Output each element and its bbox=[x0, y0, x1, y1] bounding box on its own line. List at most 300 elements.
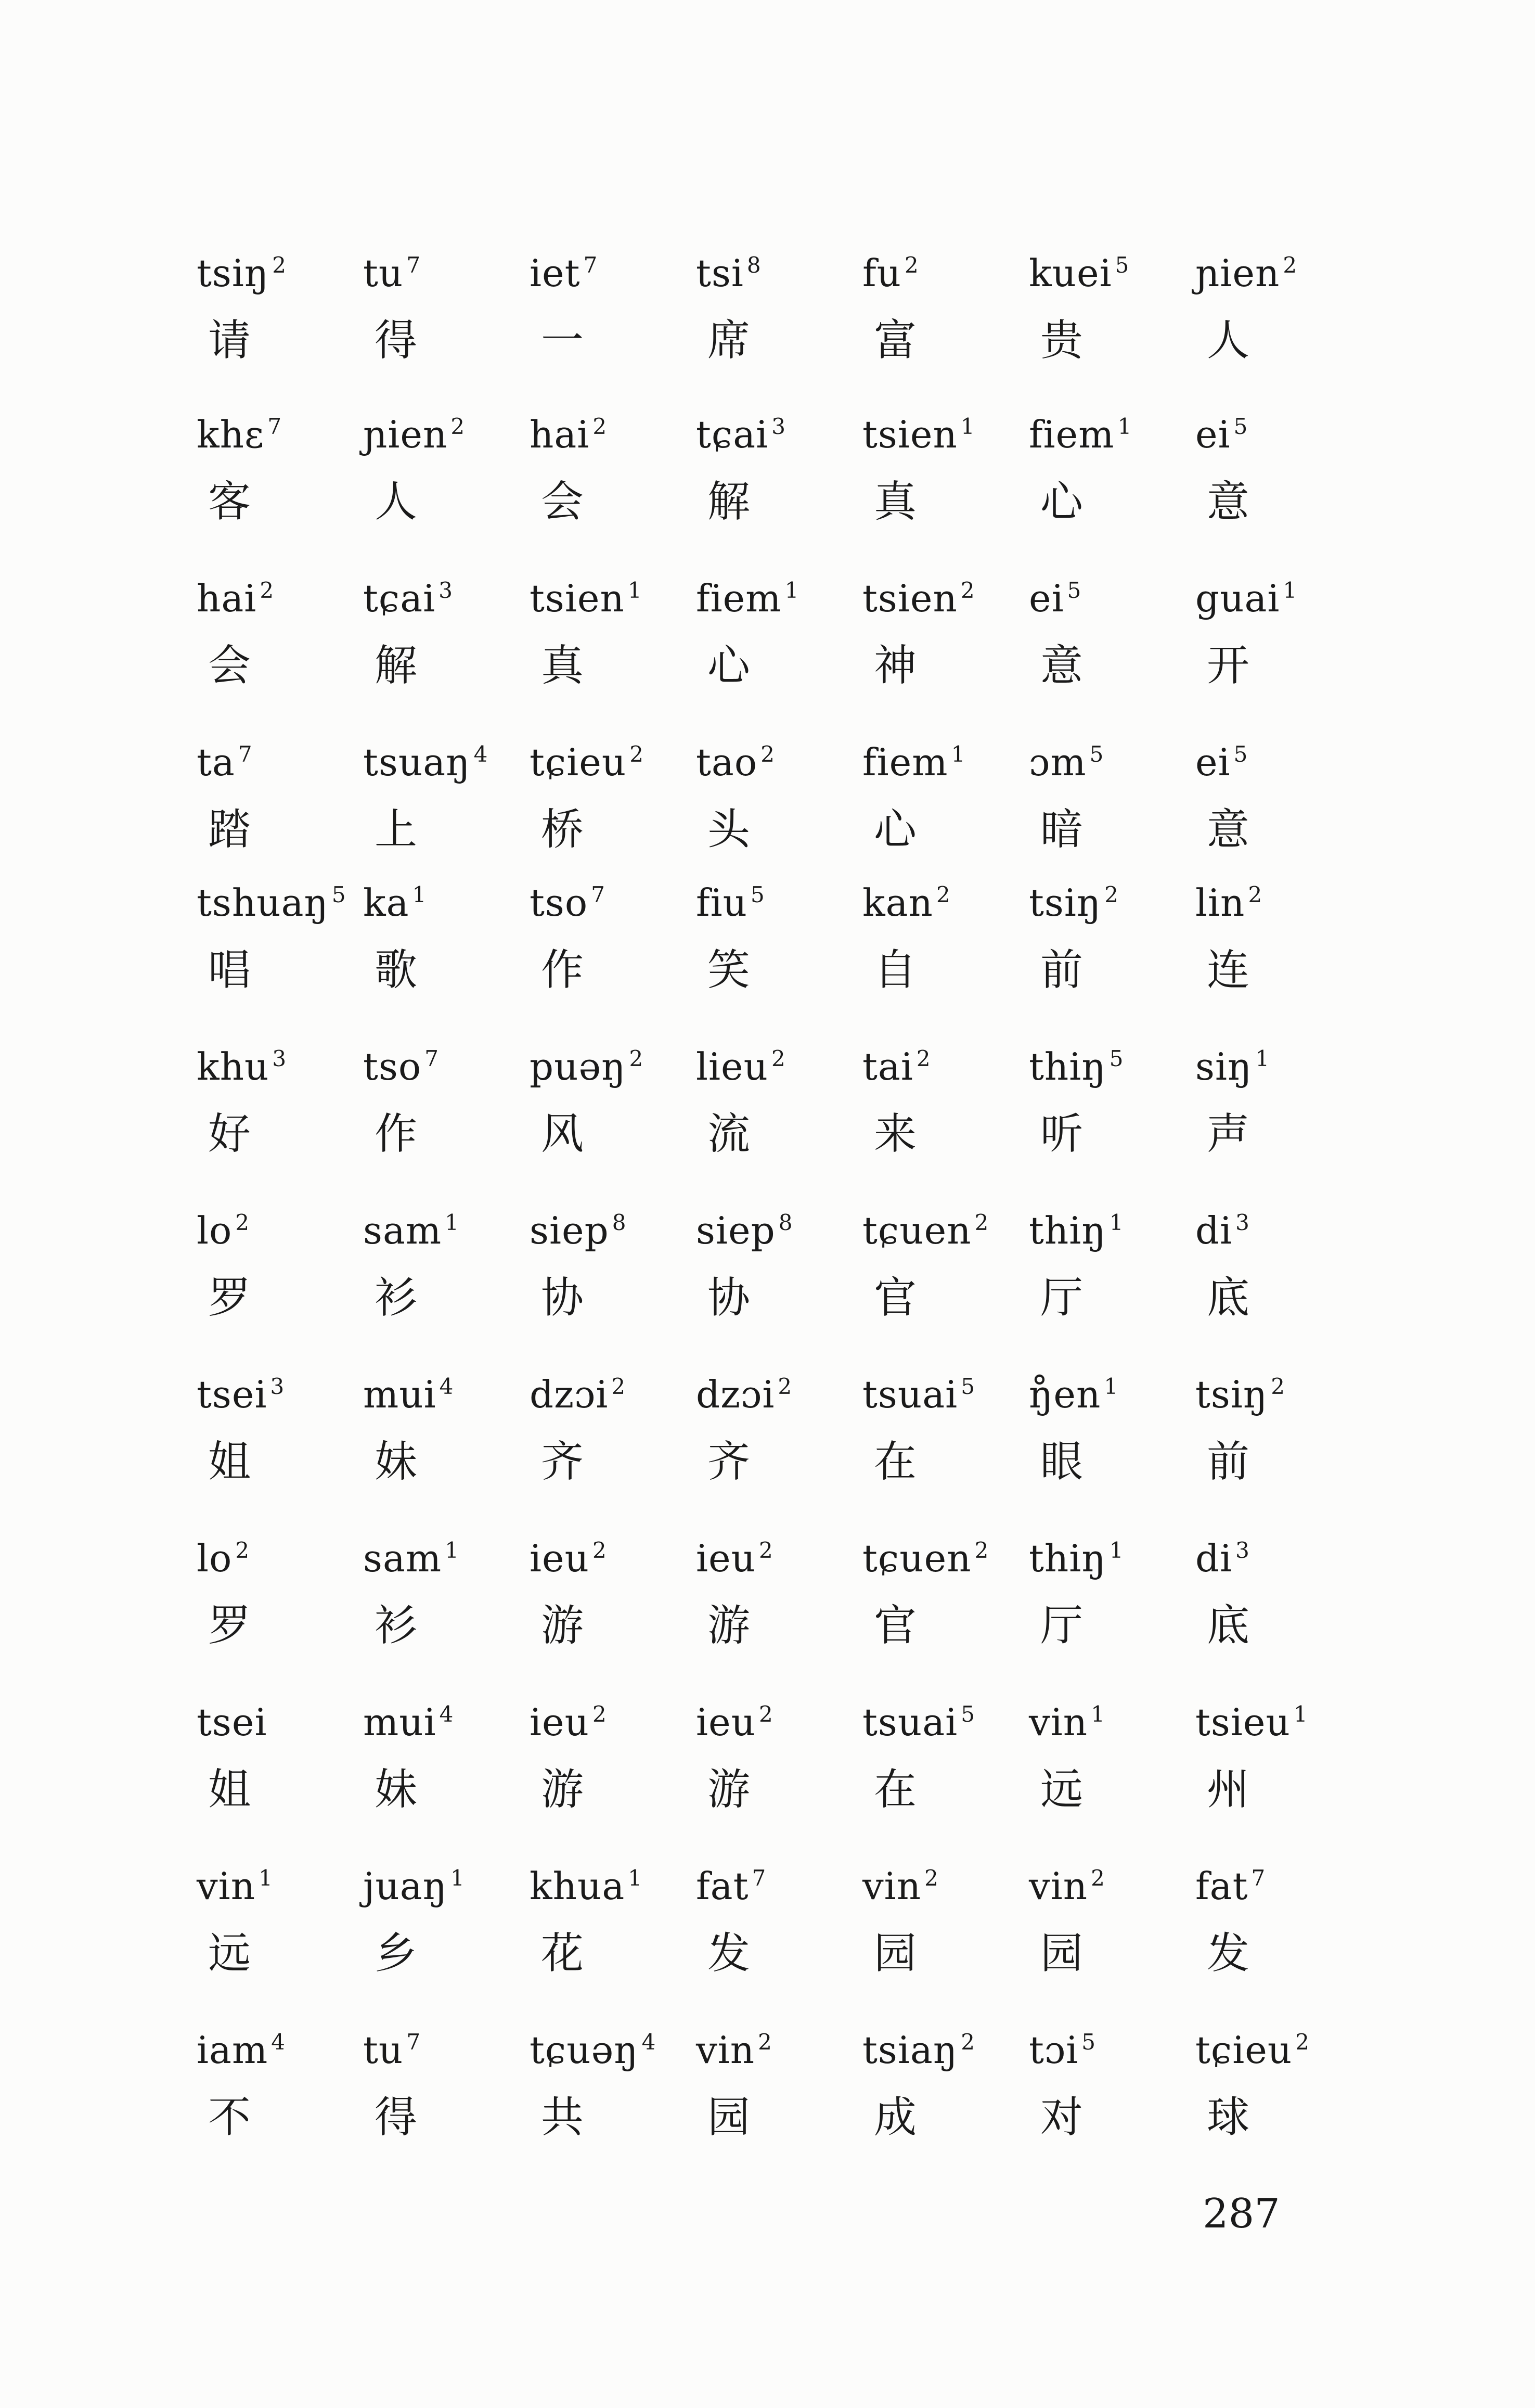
tone-number: 2 bbox=[924, 1865, 939, 1891]
tone-number: 2 bbox=[758, 2029, 772, 2055]
syllable-text: dzɔi bbox=[530, 1373, 609, 1416]
chinese-character: 意 bbox=[1207, 805, 1250, 854]
romanized-syllable bbox=[520, 1535, 687, 1582]
chinese-character: 席 bbox=[707, 316, 751, 365]
chinese-character-line bbox=[187, 1600, 1352, 1652]
chinese-character: 暗 bbox=[1040, 805, 1083, 854]
syllable-text: tsiŋ bbox=[197, 251, 269, 295]
romanized-syllable bbox=[1186, 1699, 1352, 1746]
chinese-character: 心 bbox=[1040, 477, 1083, 527]
chinese-character: 远 bbox=[208, 1929, 251, 1978]
tone-number: 8 bbox=[778, 1210, 793, 1235]
syllable-text: ei bbox=[1029, 577, 1064, 620]
chinese-character: 远 bbox=[1040, 1765, 1083, 1814]
syllable-text: kuei bbox=[1029, 251, 1112, 295]
tone-number: 2 bbox=[450, 414, 466, 439]
tone-number: 2 bbox=[1104, 882, 1119, 907]
tone-number: 3 bbox=[1235, 1210, 1250, 1235]
syllable-text: ɲien bbox=[363, 413, 448, 456]
syllable-text: siep bbox=[530, 1209, 609, 1252]
romanized-syllable bbox=[1186, 575, 1352, 622]
tone-number: 7 bbox=[1251, 1865, 1266, 1891]
chinese-character: 球 bbox=[1207, 2093, 1250, 2142]
romanized-syllable bbox=[1186, 2027, 1352, 2073]
chinese-character: 一 bbox=[541, 316, 584, 365]
romanization-line bbox=[187, 879, 1352, 926]
tone-number: 1 bbox=[1293, 1701, 1308, 1727]
chinese-character: 厅 bbox=[1040, 1601, 1083, 1650]
syllable-text: di bbox=[1195, 1536, 1233, 1580]
syllable-text: tɕieu bbox=[530, 740, 627, 784]
romanized-syllable bbox=[853, 250, 1020, 297]
romanized-syllable bbox=[354, 1207, 520, 1254]
tone-number: 2 bbox=[771, 1046, 786, 1071]
syllable-text: tai bbox=[862, 1045, 913, 1088]
chinese-character-line bbox=[187, 804, 1352, 856]
syllable-text: khua bbox=[530, 1864, 625, 1908]
romanized-syllable bbox=[354, 1699, 520, 1746]
syllable-text: tsiaŋ bbox=[862, 2028, 958, 2072]
tone-number: 1 bbox=[1091, 1701, 1105, 1727]
syllable-text: vin bbox=[197, 1864, 256, 1908]
tone-number: 5 bbox=[1089, 741, 1104, 767]
chinese-character: 客 bbox=[208, 477, 251, 527]
chinese-character: 作 bbox=[541, 945, 584, 995]
chinese-character-line bbox=[187, 1928, 1352, 1980]
tone-number: 1 bbox=[1255, 1046, 1270, 1071]
romanized-syllable bbox=[1186, 739, 1352, 786]
chinese-character: 协 bbox=[707, 1273, 751, 1323]
romanization-line bbox=[187, 1371, 1352, 1418]
syllable-text: tsuai bbox=[862, 1373, 958, 1416]
tone-number: 7 bbox=[406, 252, 421, 278]
tone-number: 1 bbox=[960, 414, 975, 439]
romanized-syllable bbox=[687, 739, 853, 786]
chinese-character: 声 bbox=[1207, 1109, 1250, 1159]
tone-number: 2 bbox=[235, 1538, 250, 1563]
syllable-text: tsieu bbox=[1195, 1700, 1291, 1744]
romanized-syllable bbox=[1020, 1207, 1186, 1254]
syllable-text: fiem bbox=[1029, 413, 1115, 456]
chinese-character: 乡 bbox=[375, 1929, 418, 1978]
tone-number: 2 bbox=[974, 1538, 989, 1563]
chinese-character: 作 bbox=[375, 1109, 418, 1159]
romanized-syllable bbox=[687, 411, 853, 458]
chinese-character: 笑 bbox=[707, 945, 751, 995]
romanized-syllable bbox=[687, 1535, 853, 1582]
tone-number: 2 bbox=[629, 1046, 644, 1071]
syllable-text: vin bbox=[696, 2028, 755, 2072]
tone-number: 7 bbox=[238, 741, 253, 767]
romanized-syllable bbox=[1186, 1207, 1352, 1254]
syllable-text: khɛ bbox=[197, 413, 265, 456]
syllable-text: siep bbox=[696, 1209, 776, 1252]
tone-number: 2 bbox=[592, 1538, 607, 1563]
romanized-syllable bbox=[853, 411, 1020, 458]
tone-number: 1 bbox=[784, 578, 799, 603]
chinese-character: 底 bbox=[1207, 1273, 1250, 1323]
romanized-syllable bbox=[187, 1863, 354, 1910]
syllable-text: ieu bbox=[696, 1536, 756, 1580]
tone-number: 1 bbox=[445, 1210, 459, 1235]
chinese-character: 州 bbox=[1207, 1765, 1250, 1814]
romanized-syllable bbox=[853, 1535, 1020, 1582]
tone-number: 1 bbox=[628, 1865, 643, 1891]
tone-number: 2 bbox=[759, 1701, 773, 1727]
syllable-text: di bbox=[1195, 1209, 1233, 1252]
chinese-character: 共 bbox=[541, 2093, 584, 2142]
tone-number: 5 bbox=[1233, 741, 1248, 767]
tone-number: 5 bbox=[331, 882, 346, 907]
chinese-character: 在 bbox=[874, 1765, 917, 1814]
syllable-text: lin bbox=[1195, 881, 1245, 925]
romanized-syllable bbox=[354, 2027, 520, 2073]
chinese-character-line bbox=[187, 1272, 1352, 1324]
chinese-character: 踏 bbox=[208, 805, 251, 854]
romanization-line bbox=[187, 411, 1352, 458]
romanized-syllable bbox=[853, 575, 1020, 622]
tone-number: 2 bbox=[759, 1538, 773, 1563]
romanized-syllable bbox=[687, 1371, 853, 1418]
chinese-character: 园 bbox=[1040, 1929, 1083, 1978]
tone-number: 1 bbox=[627, 578, 642, 603]
syllable-text: tsuaŋ bbox=[363, 740, 471, 784]
syllable-text: iet bbox=[530, 251, 581, 295]
romanized-syllable bbox=[853, 1699, 1020, 1746]
syllable-text: fiem bbox=[696, 577, 782, 620]
romanized-syllable bbox=[187, 1207, 354, 1254]
chinese-character: 人 bbox=[375, 477, 418, 527]
chinese-character: 自 bbox=[874, 945, 917, 995]
romanization-line bbox=[187, 1863, 1352, 1910]
chinese-character: 前 bbox=[1207, 1437, 1250, 1487]
tone-number: 5 bbox=[1233, 414, 1248, 439]
syllable-text: khu bbox=[197, 1045, 269, 1088]
romanized-syllable bbox=[354, 1535, 520, 1582]
romanized-syllable bbox=[1186, 1535, 1352, 1582]
tone-number: 2 bbox=[916, 1046, 931, 1071]
tone-number: 7 bbox=[591, 882, 605, 907]
chinese-character: 发 bbox=[1207, 1929, 1250, 1978]
syllable-text: iam bbox=[197, 2028, 268, 2072]
chinese-character: 罗 bbox=[208, 1601, 251, 1650]
tone-number: 7 bbox=[424, 1046, 439, 1071]
tone-number: 3 bbox=[272, 1046, 287, 1071]
tone-number: 7 bbox=[583, 252, 598, 278]
romanized-syllable bbox=[1020, 411, 1186, 458]
syllable-text: puəŋ bbox=[530, 1045, 626, 1088]
romanized-syllable bbox=[687, 250, 853, 297]
romanized-syllable bbox=[853, 1863, 1020, 1910]
tone-number: 1 bbox=[951, 741, 966, 767]
tone-number: 5 bbox=[961, 1374, 975, 1399]
syllable-text: dzɔi bbox=[696, 1373, 775, 1416]
syllable-text: thiŋ bbox=[1029, 1045, 1106, 1088]
syllable-text: lo bbox=[197, 1536, 233, 1580]
syllable-text: vin bbox=[1029, 1700, 1088, 1744]
syllable-text: ɲien bbox=[1195, 251, 1280, 295]
tone-number: 2 bbox=[592, 414, 608, 439]
syllable-text: thiŋ bbox=[1029, 1536, 1106, 1580]
romanized-syllable bbox=[187, 1699, 354, 1746]
syllable-text: kan bbox=[862, 881, 933, 925]
romanized-syllable bbox=[687, 2027, 853, 2073]
romanized-syllable bbox=[187, 575, 354, 622]
syllable-text: hai bbox=[530, 413, 590, 456]
romanized-syllable bbox=[1186, 879, 1352, 926]
chinese-character: 会 bbox=[208, 641, 251, 690]
chinese-character: 妹 bbox=[375, 1765, 418, 1814]
chinese-character: 花 bbox=[541, 1929, 584, 1978]
tone-number: 2 bbox=[1271, 1374, 1286, 1399]
tone-number: 7 bbox=[406, 2029, 421, 2055]
tone-number: 1 bbox=[445, 1538, 459, 1563]
chinese-character: 园 bbox=[707, 2093, 751, 2142]
romanized-syllable bbox=[520, 1699, 687, 1746]
romanized-syllable bbox=[1020, 1699, 1186, 1746]
chinese-character-line bbox=[187, 944, 1352, 996]
chinese-character: 神 bbox=[874, 641, 917, 690]
syllable-text: ŋ̊en bbox=[1029, 1373, 1101, 1416]
tone-number: 8 bbox=[612, 1210, 627, 1235]
romanization-line bbox=[187, 250, 1352, 297]
tone-number: 1 bbox=[259, 1865, 273, 1891]
tone-number: 7 bbox=[752, 1865, 767, 1891]
romanized-syllable bbox=[853, 1371, 1020, 1418]
chinese-character: 上 bbox=[375, 805, 418, 854]
syllable-text: tɔi bbox=[1029, 2028, 1079, 2072]
chinese-character: 成 bbox=[874, 2093, 917, 2142]
tone-number: 2 bbox=[629, 741, 644, 767]
tone-number: 4 bbox=[473, 741, 488, 767]
chinese-character: 底 bbox=[1207, 1601, 1250, 1650]
tone-number: 2 bbox=[272, 252, 287, 278]
tone-number: 2 bbox=[778, 1374, 793, 1399]
syllable-text: tshuaŋ bbox=[197, 881, 329, 925]
romanized-syllable bbox=[687, 575, 853, 622]
syllable-text: sam bbox=[363, 1536, 442, 1580]
romanized-syllable bbox=[187, 2027, 354, 2073]
syllable-text: sam bbox=[363, 1209, 442, 1252]
chinese-character: 对 bbox=[1040, 2093, 1083, 2142]
chinese-character: 桥 bbox=[541, 805, 584, 854]
tone-number: 5 bbox=[1081, 2029, 1097, 2055]
tone-number: 2 bbox=[1091, 1865, 1105, 1891]
romanized-syllable bbox=[687, 1699, 853, 1746]
chinese-character-line bbox=[187, 476, 1352, 528]
romanized-syllable bbox=[853, 1043, 1020, 1090]
syllable-text: tsuai bbox=[862, 1700, 958, 1744]
syllable-text: tu bbox=[363, 251, 404, 295]
chinese-character: 齐 bbox=[707, 1437, 751, 1487]
chinese-character: 人 bbox=[1207, 316, 1250, 365]
romanized-syllable bbox=[354, 879, 520, 926]
romanized-syllable bbox=[520, 575, 687, 622]
chinese-character: 游 bbox=[541, 1765, 584, 1814]
tone-number: 8 bbox=[746, 252, 762, 278]
chinese-character: 富 bbox=[874, 316, 917, 365]
tone-number: 1 bbox=[1104, 1374, 1119, 1399]
tone-number: 4 bbox=[439, 1374, 454, 1399]
chinese-character-line bbox=[187, 1764, 1352, 1816]
chinese-character: 真 bbox=[541, 641, 584, 690]
chinese-character: 游 bbox=[707, 1765, 751, 1814]
romanized-syllable bbox=[187, 250, 354, 297]
syllable-text: tu bbox=[363, 2028, 404, 2072]
chinese-character: 听 bbox=[1040, 1109, 1083, 1159]
syllable-text: thiŋ bbox=[1029, 1209, 1106, 1252]
chinese-character: 意 bbox=[1040, 641, 1083, 690]
page-number: 287 bbox=[1203, 2191, 1280, 2237]
romanized-syllable bbox=[1020, 1043, 1186, 1090]
romanized-syllable bbox=[1186, 1863, 1352, 1910]
chinese-character-line bbox=[187, 315, 1352, 367]
romanized-syllable bbox=[1186, 1043, 1352, 1090]
syllable-text: tso bbox=[530, 881, 588, 925]
romanized-syllable bbox=[1020, 739, 1186, 786]
tone-number: 7 bbox=[267, 414, 282, 439]
chinese-character: 不 bbox=[208, 2093, 251, 2142]
tone-number: 2 bbox=[974, 1210, 989, 1235]
syllable-text: guai bbox=[1195, 577, 1280, 620]
romanization-line bbox=[187, 1535, 1352, 1582]
romanized-syllable bbox=[520, 1207, 687, 1254]
chinese-character: 连 bbox=[1207, 945, 1250, 995]
chinese-character: 罗 bbox=[208, 1273, 251, 1323]
syllable-text: tso bbox=[363, 1045, 422, 1088]
romanized-syllable bbox=[1020, 1535, 1186, 1582]
tone-number: 5 bbox=[751, 882, 765, 907]
chinese-character: 心 bbox=[874, 805, 917, 854]
syllable-text: tsei bbox=[197, 1700, 267, 1744]
romanized-syllable bbox=[187, 879, 354, 926]
tone-number: 4 bbox=[641, 2029, 656, 2055]
syllable-text: tsien bbox=[862, 577, 958, 620]
syllable-text: tɕai bbox=[696, 413, 769, 456]
romanized-syllable bbox=[1020, 1371, 1186, 1418]
romanized-syllable bbox=[520, 2027, 687, 2073]
romanized-syllable bbox=[853, 739, 1020, 786]
romanized-syllable bbox=[520, 879, 687, 926]
chinese-character: 得 bbox=[375, 2093, 418, 2142]
romanized-syllable bbox=[187, 411, 354, 458]
tone-number: 2 bbox=[960, 578, 975, 603]
chinese-character: 齐 bbox=[541, 1437, 584, 1487]
chinese-character: 风 bbox=[541, 1109, 584, 1159]
syllable-text: vin bbox=[1029, 1864, 1088, 1908]
chinese-character: 得 bbox=[375, 316, 418, 365]
tone-number: 1 bbox=[1283, 578, 1298, 603]
syllable-text: tsei bbox=[197, 1373, 267, 1416]
romanized-syllable bbox=[1020, 1863, 1186, 1910]
syllable-text: mui bbox=[363, 1700, 436, 1744]
chinese-character: 流 bbox=[707, 1109, 751, 1159]
chinese-character: 头 bbox=[707, 805, 751, 854]
chinese-character: 唱 bbox=[208, 945, 251, 995]
romanization-line bbox=[187, 739, 1352, 786]
tone-number: 1 bbox=[450, 1865, 465, 1891]
romanization-line bbox=[187, 1043, 1352, 1090]
romanized-syllable bbox=[687, 1207, 853, 1254]
chinese-character: 真 bbox=[874, 477, 917, 527]
romanized-syllable bbox=[187, 1371, 354, 1418]
chinese-character: 解 bbox=[707, 477, 751, 527]
syllable-text: fu bbox=[862, 251, 902, 295]
tone-number: 2 bbox=[936, 882, 951, 907]
syllable-text: tɕuen bbox=[862, 1209, 972, 1252]
syllable-text: tsiŋ bbox=[1195, 1373, 1268, 1416]
syllable-text: fat bbox=[696, 1864, 749, 1908]
romanized-syllable bbox=[520, 1043, 687, 1090]
chinese-character: 姐 bbox=[208, 1437, 251, 1487]
romanized-syllable bbox=[687, 879, 853, 926]
tone-number: 2 bbox=[611, 1374, 626, 1399]
chinese-character: 会 bbox=[541, 477, 584, 527]
tone-number: 2 bbox=[760, 741, 775, 767]
syllable-text: ei bbox=[1195, 413, 1231, 456]
syllable-text: fiu bbox=[696, 881, 748, 925]
romanized-syllable bbox=[853, 879, 1020, 926]
chinese-character: 官 bbox=[874, 1601, 917, 1650]
romanized-syllable bbox=[520, 411, 687, 458]
tone-number: 1 bbox=[1117, 414, 1132, 439]
romanized-syllable bbox=[1020, 250, 1186, 297]
syllable-text: lieu bbox=[696, 1045, 769, 1088]
chinese-character: 衫 bbox=[375, 1273, 418, 1323]
chinese-character-line bbox=[187, 1108, 1352, 1160]
romanized-syllable bbox=[354, 1371, 520, 1418]
romanized-syllable bbox=[187, 1535, 354, 1582]
syllable-text: tɕuəŋ bbox=[530, 2028, 639, 2072]
chinese-character-line bbox=[187, 2092, 1352, 2144]
syllable-text: ieu bbox=[696, 1700, 756, 1744]
tone-number: 2 bbox=[1283, 252, 1298, 278]
romanized-syllable bbox=[354, 1863, 520, 1910]
romanized-syllable bbox=[354, 739, 520, 786]
syllable-text: ieu bbox=[530, 1536, 590, 1580]
chinese-character: 心 bbox=[707, 641, 751, 690]
syllable-text: tao bbox=[696, 740, 758, 784]
chinese-character: 发 bbox=[707, 1929, 751, 1978]
syllable-text: hai bbox=[197, 577, 257, 620]
syllable-text: ɔm bbox=[1029, 740, 1087, 784]
syllable-text: tɕuen bbox=[862, 1536, 972, 1580]
chinese-character: 游 bbox=[707, 1601, 751, 1650]
romanized-syllable bbox=[354, 250, 520, 297]
chinese-character: 在 bbox=[874, 1437, 917, 1487]
syllable-text: lo bbox=[197, 1209, 233, 1252]
romanized-syllable bbox=[354, 411, 520, 458]
chinese-character: 协 bbox=[541, 1273, 584, 1323]
chinese-character: 姐 bbox=[208, 1765, 251, 1814]
romanization-line bbox=[187, 2027, 1352, 2073]
chinese-character: 园 bbox=[874, 1929, 917, 1978]
chinese-character: 请 bbox=[208, 316, 251, 365]
romanized-syllable bbox=[187, 739, 354, 786]
syllable-text: ta bbox=[197, 740, 235, 784]
syllable-text: juaŋ bbox=[363, 1864, 447, 1908]
romanized-syllable bbox=[853, 2027, 1020, 2073]
tone-number: 1 bbox=[412, 882, 427, 907]
tone-number: 2 bbox=[961, 2029, 975, 2055]
tone-number: 3 bbox=[270, 1374, 285, 1399]
chinese-character: 来 bbox=[874, 1109, 917, 1159]
chinese-character: 好 bbox=[208, 1109, 251, 1159]
syllable-text: siŋ bbox=[1195, 1045, 1253, 1088]
tone-number: 2 bbox=[592, 1701, 607, 1727]
tone-number: 5 bbox=[1109, 1046, 1124, 1071]
romanized-syllable bbox=[520, 739, 687, 786]
